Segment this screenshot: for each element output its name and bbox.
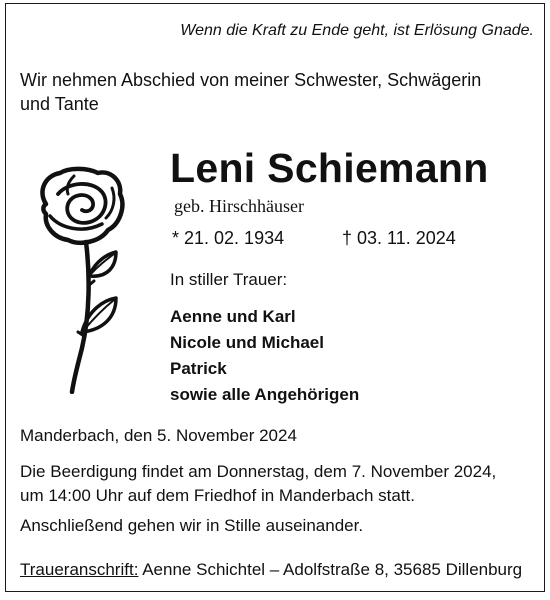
birth-date: * 21. 02. 1934 <box>172 228 285 248</box>
mourners-list <box>170 304 359 408</box>
death-date: † 03. 11. 2024 <box>342 228 456 248</box>
funeral-line-2: um 14:00 Uhr auf dem Friedhof in Manderbach statt. <box>20 486 415 505</box>
rose-icon <box>28 164 136 394</box>
motto: Wenn die Kraft zu Ende geht, ist Erlösung Gnade. <box>180 22 534 39</box>
mourning-address <box>20 560 522 580</box>
mourner: Nicole und Michael <box>170 333 324 352</box>
funeral-line-1: Die Beerdigung findet am Donnerstag, dem 7. November 2024, <box>20 462 497 481</box>
farewell-text: Anschließend gehen wir in Stille auseinander. <box>20 516 364 535</box>
deceased-name: Leni Schiemann <box>170 145 489 191</box>
mourner: Patrick <box>170 359 227 378</box>
intro-text <box>20 68 481 116</box>
funeral-info <box>20 460 496 508</box>
intro-line-2: und Tante <box>20 94 99 114</box>
address-label: Traueranschrift: <box>20 560 139 579</box>
place-date: Manderbach, den 5. November 2024 <box>20 426 297 445</box>
mourning-label: In stiller Trauer: <box>170 270 288 289</box>
mourner: sowie alle Angehörigen <box>170 385 360 404</box>
address-value: Aenne Schichtel – Adolfstraße 8, 35685 Dillenburg <box>142 560 523 579</box>
obituary-notice <box>5 3 545 592</box>
intro-line-1: Wir nehmen Abschied von meiner Schwester, Schwägerin <box>20 70 482 90</box>
birth-name: geb. Hirschhäuser <box>174 196 304 216</box>
mourner: Aenne und Karl <box>170 307 296 326</box>
